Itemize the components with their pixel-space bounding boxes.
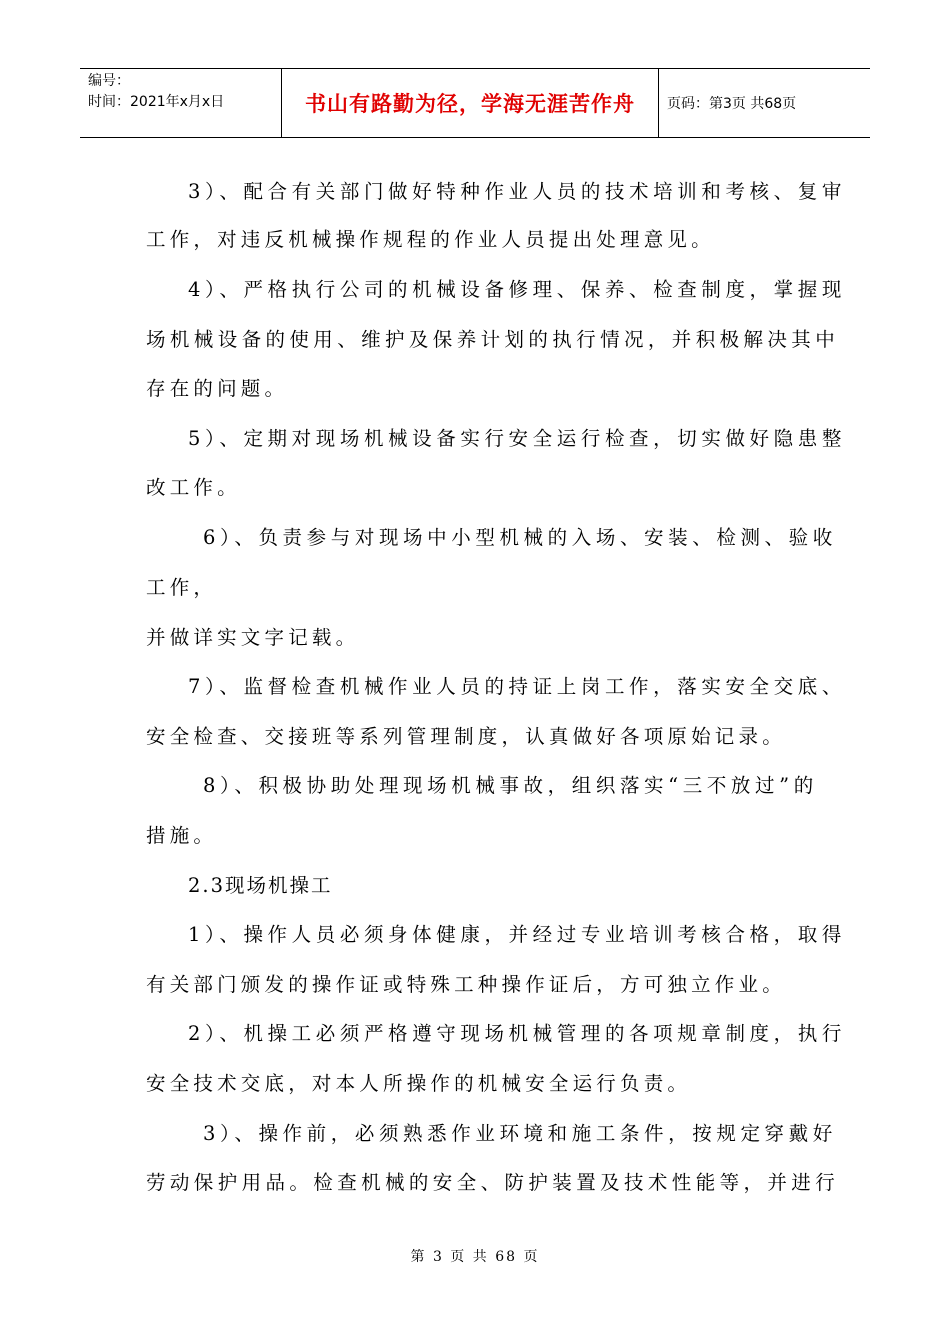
body-line: 5）、定期对现场机械设备实行安全运行检查，切实做好隐患整 <box>188 427 846 450</box>
body-line: 8）、积极协助处理现场机械事故，组织落实“三不放过”的 <box>203 774 818 797</box>
body-line: 存在的问题。 <box>146 377 289 400</box>
body-line: 工作，对违反机械操作规程的作业人员提出处理意见。 <box>146 228 715 251</box>
body-line: 工作， <box>146 576 218 599</box>
header-page-number: 页码：第3页 共68页 <box>667 96 797 112</box>
body-line: 有关部门颁发的操作证或特殊工种操作证后，方可独立作业。 <box>146 973 786 996</box>
body-line: 3）、操作前，必须熟悉作业环境和施工条件，按规定穿戴好 <box>203 1122 837 1145</box>
page-footer: 第 3 页 共 68 页 <box>410 1249 540 1265</box>
body-line: 并做详实文字记载。 <box>146 626 360 649</box>
body-line: 1）、操作人员必须身体健康，并经过专业培训考核合格，取得 <box>188 923 846 946</box>
document-number-label: 编号： <box>88 73 130 89</box>
body-line: 场机械设备的使用、维护及保养计划的执行情况，并积极解决其中 <box>146 328 840 351</box>
body-line: 劳动保护用品。检查机械的安全、防护装置及技术性能等，并进行 <box>146 1171 840 1194</box>
body-line: 改工作。 <box>146 476 241 499</box>
body-line: 2）、机操工必须严格遵守现场机械管理的各项规章制度，执行 <box>188 1022 846 1045</box>
body-line: 4）、严格执行公司的机械设备修理、保养、检查制度，掌握现 <box>188 278 846 301</box>
header-motto: 书山有路勤为径，学海无涯苦作舟 <box>282 69 659 137</box>
body-line: 6）、负责参与对现场中小型机械的入场、安装、检测、验收 <box>203 526 837 549</box>
document-date-label: 时间：2021年x月x日 <box>88 94 225 110</box>
section-heading: 2.3现场机操工 <box>188 874 333 897</box>
body-line: 安全检查、交接班等系列管理制度，认真做好各项原始记录。 <box>146 725 786 748</box>
body-line: 措施。 <box>146 824 218 847</box>
body-line: 安全技术交底，对本人所操作的机械安全运行负责。 <box>146 1072 692 1095</box>
body-line: 3）、配合有关部门做好特种作业人员的技术培训和考核、复审 <box>188 180 846 203</box>
body-line: 7）、监督检查机械作业人员的持证上岗工作，落实安全交底、 <box>188 675 846 698</box>
